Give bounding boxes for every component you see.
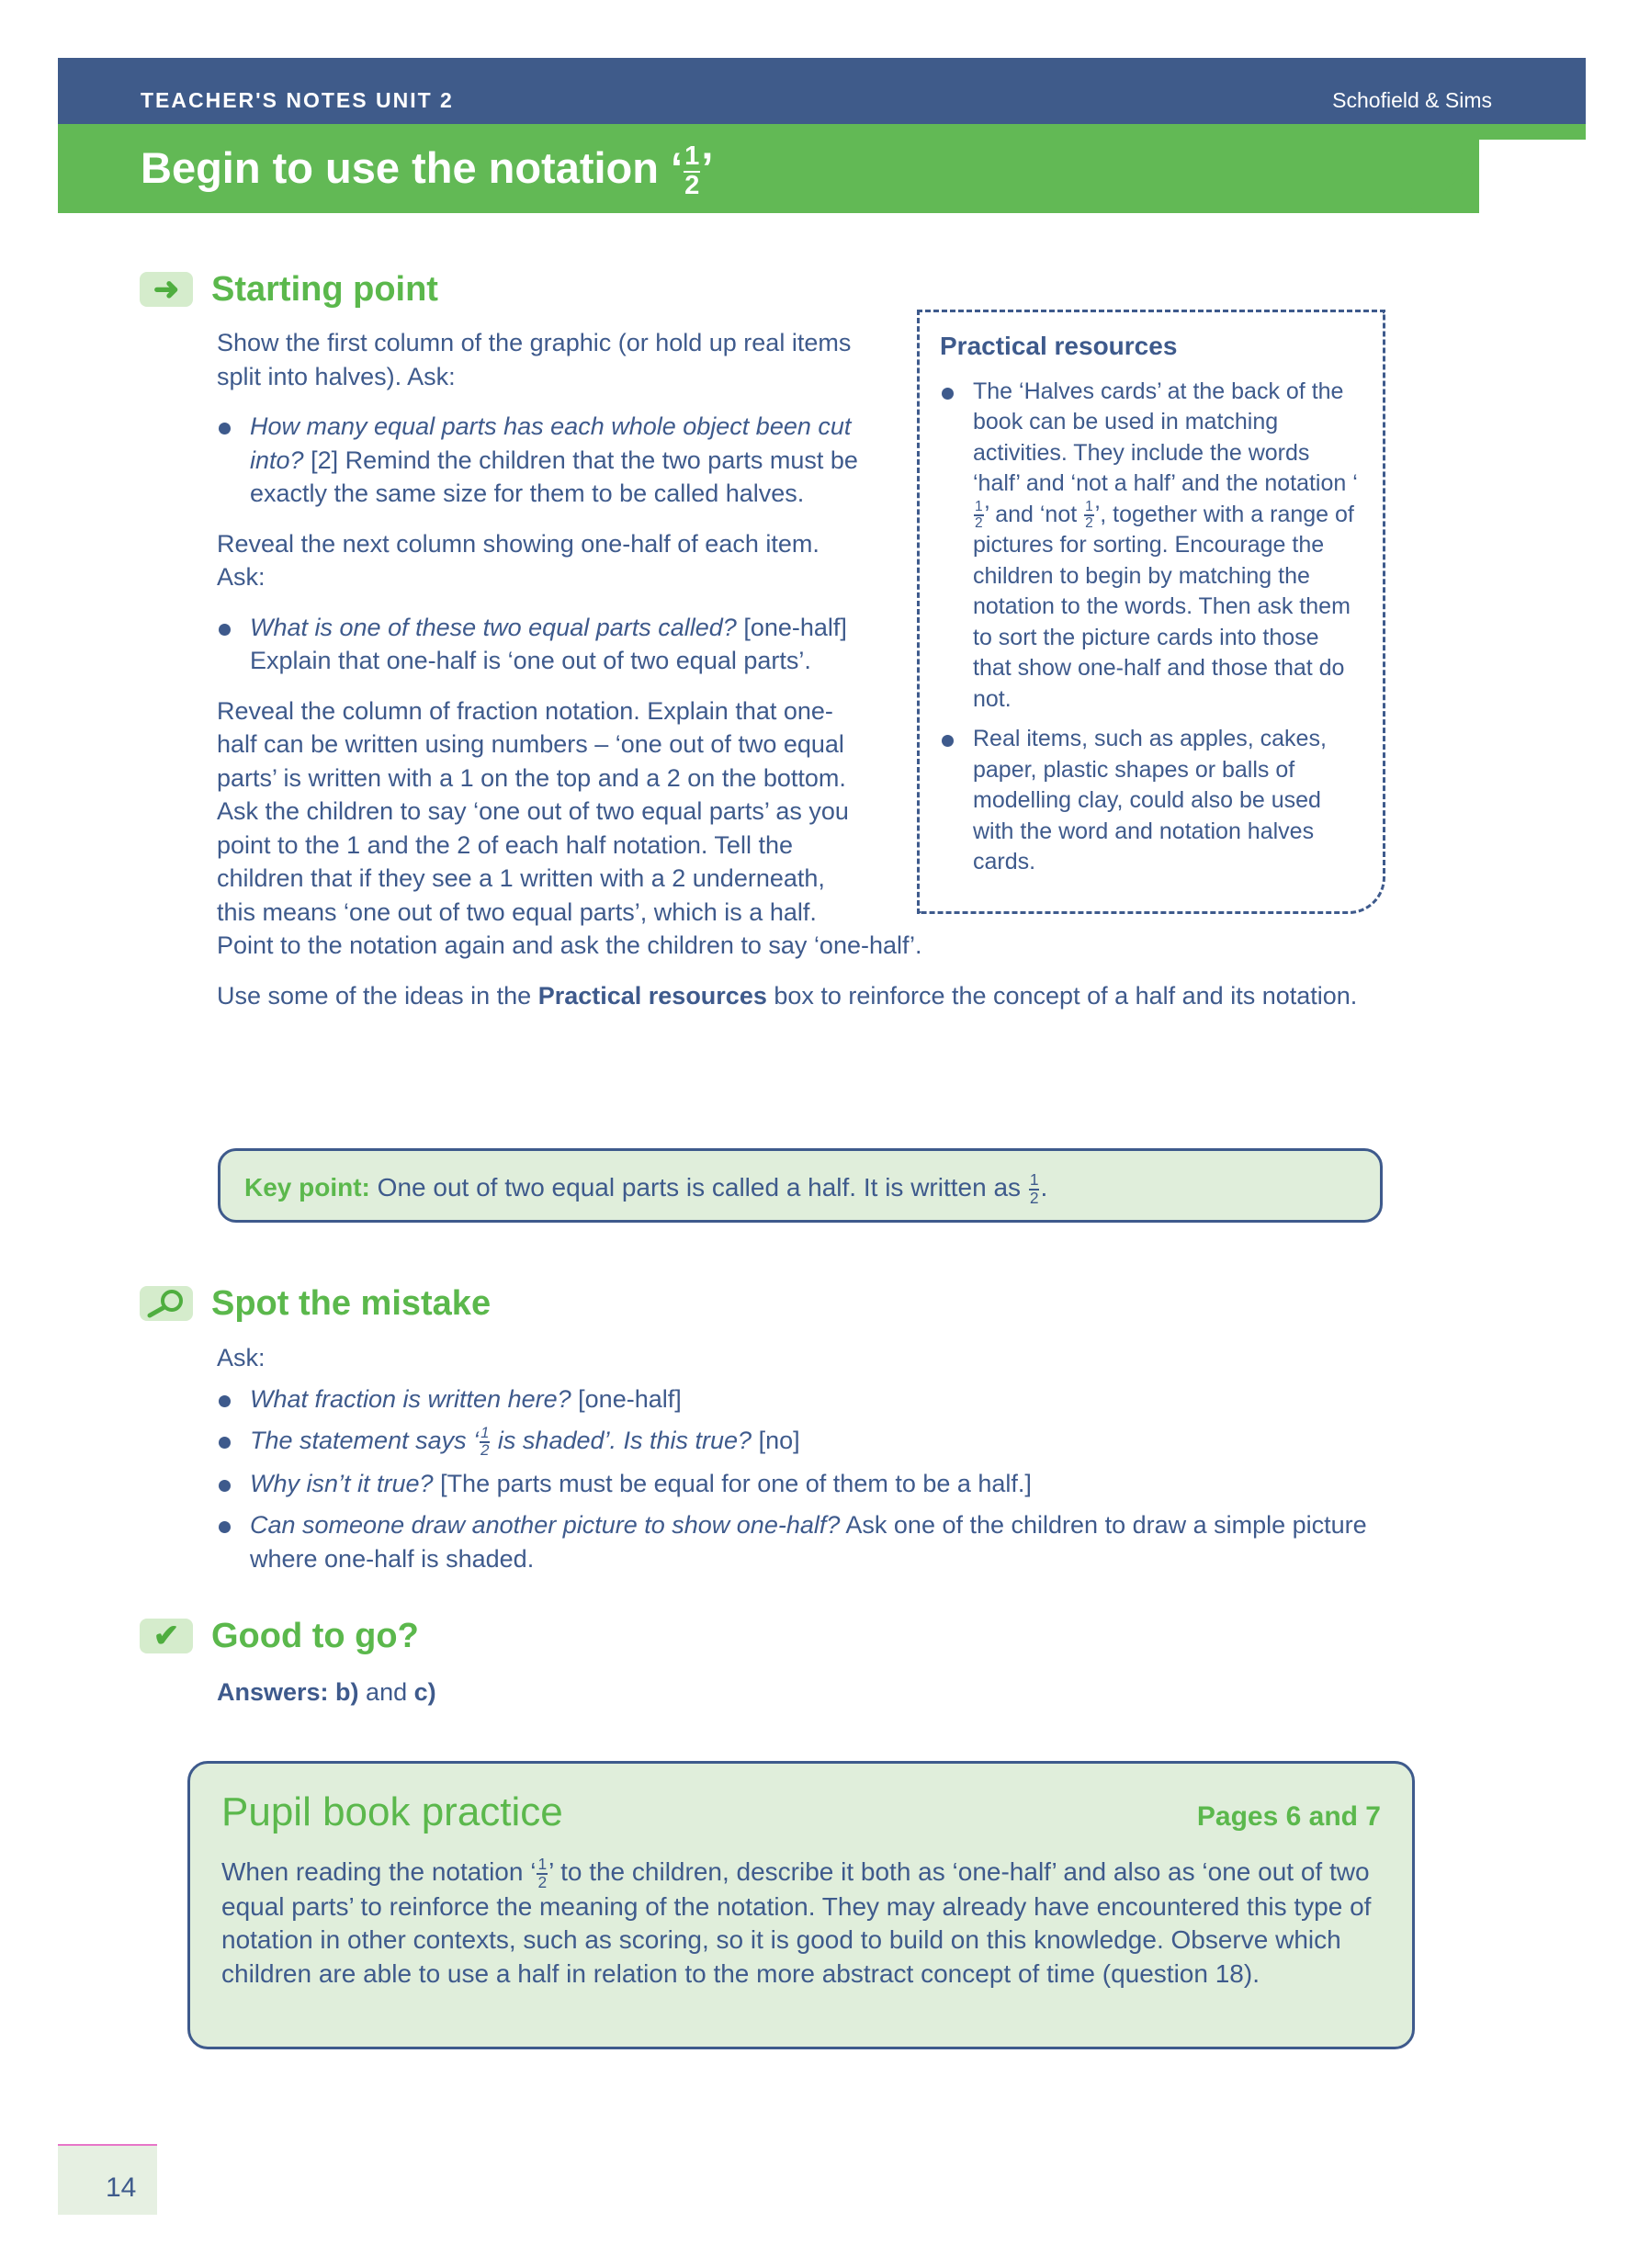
paragraph: Show the first column of the graphic (or hold up real items split into halves). Ask:	[217, 329, 852, 390]
answers-label: Answers:	[217, 1678, 329, 1706]
denominator: 2	[537, 1872, 548, 1891]
list-item	[217, 1508, 1385, 1575]
fraction	[1029, 1172, 1040, 1206]
question: Why isn’t it true?	[250, 1469, 434, 1497]
text: [The parts must be equal for one of them to be a half.]	[433, 1469, 1032, 1497]
publisher: Schofield & Sims	[1332, 88, 1492, 112]
arrow-right-icon: ➜	[140, 272, 193, 307]
title-bar-curve	[1341, 124, 1479, 213]
denominator: 2	[1029, 1188, 1039, 1207]
question: How many equal parts has each whole object been cut into?	[250, 412, 852, 474]
paragraph	[221, 1856, 1381, 1991]
numerator: 1	[975, 499, 983, 515]
text: box to reinforce the concept of a half and its notation.	[766, 981, 1358, 1010]
text: [no]	[752, 1427, 800, 1454]
question: Can someone draw another picture to show one-half?	[250, 1511, 841, 1540]
list-item	[217, 410, 1385, 511]
list-item	[217, 611, 1385, 678]
question: What fraction is written here?	[250, 1384, 571, 1413]
answer: b)	[328, 1678, 359, 1706]
text-bold: Practical resources	[537, 981, 767, 1010]
text: When reading the notation ‘	[221, 1857, 537, 1886]
text: Ask one of the children to draw a simple picture where one-half is shaded.	[250, 1511, 1367, 1573]
text: .	[1040, 1173, 1048, 1202]
checkmark-icon: ✔	[140, 1619, 193, 1653]
section-title: Spot the mistake	[211, 1283, 492, 1323]
text: The ‘Halves cards’ at the back of the book can be used in matching activities. They include the words ‘half’ and ‘not a half’ and the notation ‘	[973, 378, 1358, 496]
denominator: 2	[684, 170, 700, 200]
text: [one-half]	[571, 1384, 682, 1413]
denominator: 2	[1085, 514, 1093, 531]
key-point-box	[218, 1148, 1383, 1223]
text: [2] Remind the children that the two parts must be exactly the same size for them to be called halves.	[250, 446, 858, 507]
paragraph: Reveal the next column showing one-half of each item. Ask:	[217, 529, 820, 591]
good-to-go-content	[217, 1676, 1385, 1726]
unit-label: TEACHER'S NOTES UNIT 2	[141, 88, 454, 112]
text: [one-half] Explain that one-half is ‘one out of two equal parts’.	[250, 613, 847, 674]
text: and	[358, 1678, 414, 1706]
page-title	[141, 141, 713, 199]
question: is shaded’. Is this true?	[491, 1427, 752, 1454]
fraction	[684, 143, 700, 198]
section-title: Starting point	[211, 269, 438, 309]
good-to-go-heading	[140, 1616, 419, 1655]
key-point-label: Key point:	[244, 1173, 370, 1202]
section-title: Good to go?	[211, 1616, 419, 1655]
list-item: Real items, such as apples, cakes, paper, plastic shapes or balls of modelling clay, could also be used with the word and notation halves cards.	[940, 724, 1362, 878]
answer: c)	[413, 1678, 436, 1706]
text: Use some of the ideas in the	[217, 981, 538, 1010]
denominator: 2	[975, 514, 983, 531]
pages-reference: Pages 6 and 7	[1196, 1801, 1381, 1832]
starting-point-content	[217, 326, 1385, 1029]
text: ’ to the children, describe it both as ‘one-half’ and also as ‘one out of two equal parts’ to reinforce the meaning of the notation. They may already have encountered this type of notation in other contexts, such as scoring, so it is good to build on this knowledge. Observe which children are able to use a half in relation to the more abstract concept of time (question 18).	[221, 1857, 1372, 1988]
list-item	[217, 1424, 1385, 1459]
pupil-book-practice-box	[187, 1761, 1415, 2049]
box-title: Pupil book practice	[221, 1789, 563, 1834]
title-text: Begin to use the notation	[141, 143, 672, 192]
numerator: 1	[537, 1855, 548, 1874]
box-title: Practical resources	[940, 332, 1178, 360]
title-bar-corner	[1479, 140, 1586, 213]
title-bar	[58, 124, 1586, 213]
quote: ‘	[671, 143, 684, 192]
page-number: 14	[58, 2144, 157, 2215]
paragraph: Reveal the column of fraction notation. Explain that one-half can be written using numbers – ‘one out of two equal parts’ is written with a 1 on the top and a 2 on the bottom. Ask the children to say ‘one out of two equal parts’ as you point to the 1 and the 2 of each half notation. Tell the children that if they see a 1 written with a 2 underneath, this means ‘one out of two equal parts’, which is a half. Point to the notation again and ask the children to say ‘one-half’.	[217, 696, 922, 959]
text: ’, together with a range of pictures for sorting. Encourage the children to begin by matching the notation to the words. Then ask them to sort the picture cards into those that show one-half and those that do not.	[973, 501, 1354, 712]
question: What is one of these two equal parts called?	[250, 613, 737, 641]
numerator: 1	[684, 141, 700, 172]
paragraph	[217, 979, 1385, 1013]
numerator: 1	[1029, 1170, 1039, 1190]
spot-mistake-content	[217, 1341, 1385, 1592]
list-item	[217, 1382, 1385, 1416]
magnifier-icon	[140, 1286, 193, 1321]
text: One out of two equal parts is called a half. It is written as	[369, 1173, 1028, 1202]
numerator: 1	[1085, 499, 1093, 515]
answers	[217, 1676, 1385, 1709]
spot-mistake-heading	[140, 1283, 492, 1323]
starting-point-heading	[140, 269, 438, 309]
fraction	[537, 1856, 548, 1890]
text: ’ and ‘not	[984, 501, 1084, 527]
quote: ’	[701, 143, 714, 192]
numerator: 1	[480, 1424, 490, 1442]
header-bar	[58, 58, 1586, 124]
paragraph: Ask:	[217, 1344, 266, 1371]
fraction	[480, 1426, 490, 1458]
list-item	[217, 1467, 1385, 1501]
denominator: 2	[480, 1440, 490, 1459]
question: The statement says ‘	[250, 1427, 480, 1454]
